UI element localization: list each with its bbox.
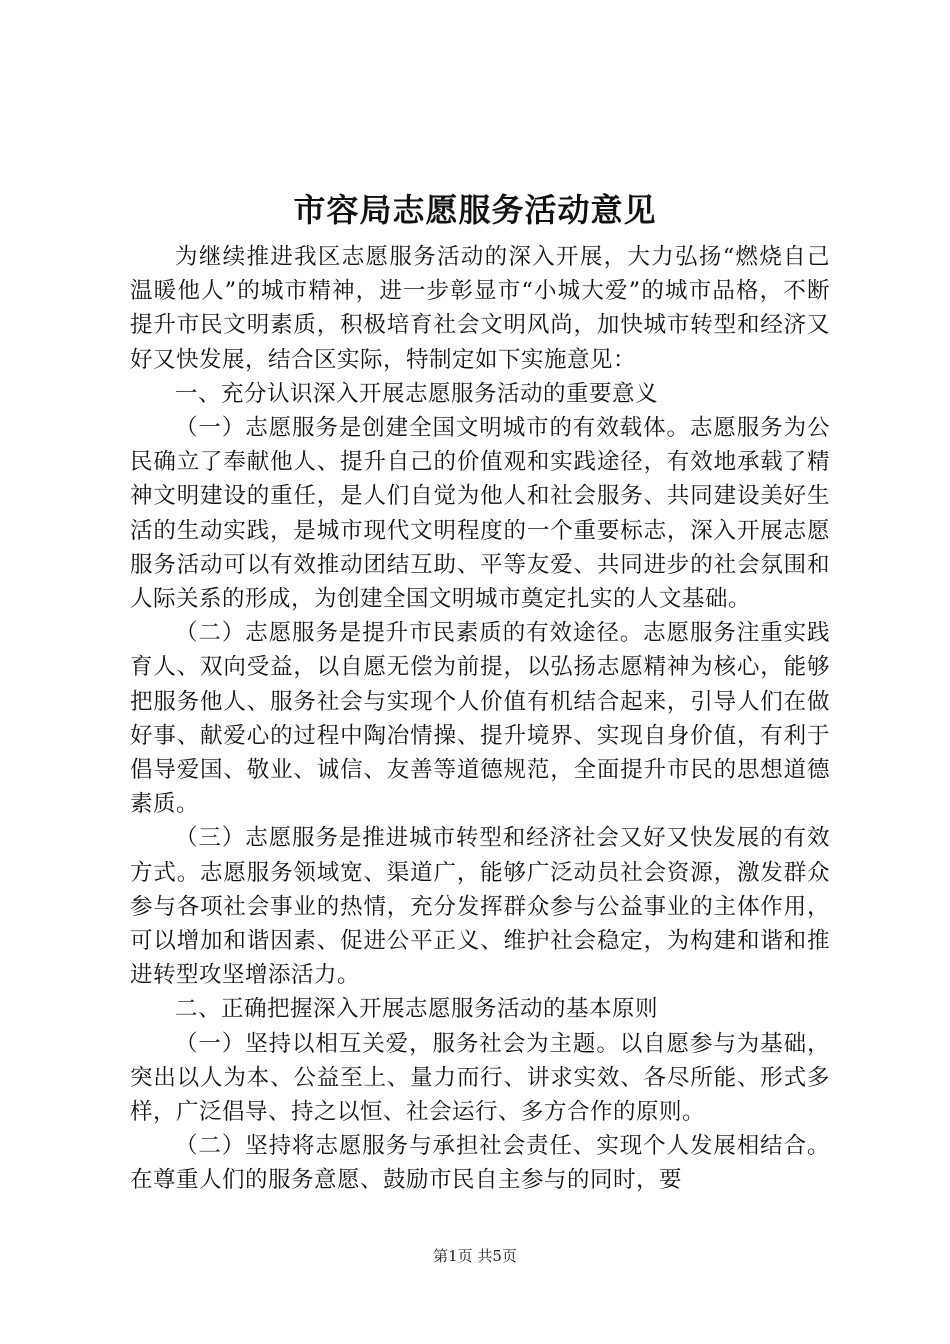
- page-footer: 第1页 共5页: [433, 1247, 517, 1265]
- document-body: [130, 240, 830, 1198]
- intro-paragraph: 为继续推进我区志愿服务活动的深入开展，大力弘扬“燃烧自己温暖他人”的城市精神，进一步彰显市“小城大爱”的城市品格，不断提升市民文明素质，积极培育社会文明风尚，加快城市转型和经济又好又快发展，结合区实际，特制定如下实施意见：: [130, 244, 830, 373]
- paragraph-1-1: （一）志愿服务是创建全国文明城市的有效载体。志愿服务为公民确立了奉献他人、提升自己的价值观和实践途径，有效地承载了精神文明建设的重任，是人们自觉为他人和社会服务、共同建设美好生活的生动实践，是城市现代文明程度的一个重要标志，深入开展志愿服务活动可以有效推动团结互助、平等友爱、共同进步的社会氛围和人际关系的形成，为创建全国文明城市奠定扎实的人文基础。: [130, 415, 830, 613]
- section-heading-2: 二、正确把握深入开展志愿服务活动的基本原则: [175, 996, 659, 1023]
- paragraph-1-2: （二）志愿服务是提升市民素质的有效途径。志愿服务注重实践育人、双向受益，以自愿无偿为前提，以弘扬志愿精神为核心，能够把服务他人、服务社会与实现个人价值有机结合起来，引导人们在做好事、献爱心的过程中陶冶情操、提升境界、实现自身价值，有利于倡导爱国、敬业、诚信、友善等道德规范，全面提升市民的思想道德素质。: [130, 620, 830, 818]
- document-title: 市容局志愿服务活动意见: [293, 191, 657, 229]
- section-heading-1: 一、充分认识深入开展志愿服务活动的重要意义: [175, 380, 659, 407]
- paragraph-2-2: （二）坚持将志愿服务与承担社会责任、实现个人发展相结合。在尊重人们的服务意愿、鼓励市民自主参与的同时，要: [130, 1133, 830, 1194]
- paragraph-1-3: （三）志愿服务是推进城市转型和经济社会又好又快发展的有效方式。志愿服务领域宽、渠道广，能够广泛动员社会资源，激发群众参与各项社会事业的热情，充分发挥群众参与公益事业的主体作用，可以增加和谐因素、促进公平正义、维护社会稳定，为构建和谐和推进转型攻坚增添活力。: [130, 825, 830, 989]
- paragraph-2-1: （一）坚持以相互关爱，服务社会为主题。以自愿参与为基础，突出以人为本、公益至上、量力而行、讲求实效、各尽所能、形式多样，广泛倡导、持之以恒、社会运行、多方合作的原则。: [130, 1030, 830, 1126]
